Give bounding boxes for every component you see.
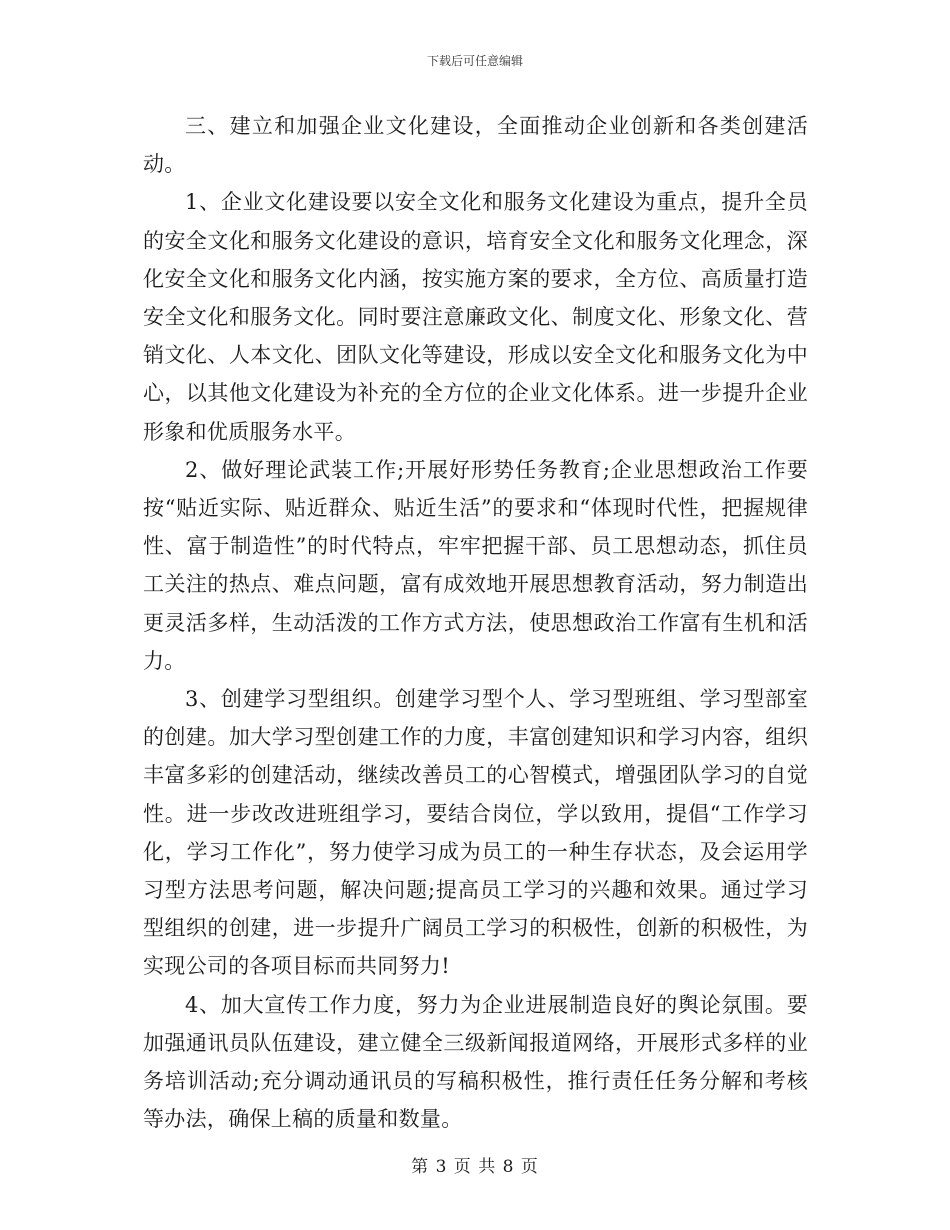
- page-number: 第 3 页 共 8 页: [411, 1157, 539, 1177]
- paragraph-item-2: 2、做好理论武装工作;开展好形势任务教育;企业思想政治工作要按“贴近实际、贴近群众、贴近生活”的要求和“体现时代性，把握规律性、富于制造性”的时代特点，牢牢把握干部、员工思想动态，抓住员工关注的热点、难点问题，富有成效地开展思想教育活动，努力制造出更灵活多样，生动活泼的工作方式方法，使思想政治工作富有生机和活力。: [143, 457, 808, 673]
- document-body: [143, 107, 808, 1138]
- paragraph-item-3: 3、创建学习型组织。创建学习型个人、学习型班组、学习型部室的创建。加大学习型创建工作的力度，丰富创建知识和学习内容，组织丰富多彩的创建活动，继续改善员工的心智模式，增强团队学习的自觉性。进一步改改进班组学习，要结合岗位，学以致用，提倡“工作学习化，学习工作化”，努力使学习成为员工的一种生存状态，及会运用学习型方法思考问题，解决问题;提高员工学习的兴趣和效果。通过学习型组织的创建，进一步提升广阔员工学习的积极性，创新的积极性，为实现公司的各项目标而共同努力!: [143, 687, 808, 979]
- paragraph-section-heading: 三、建立和加强企业文化建设，全面推动企业创新和各类创建活动。: [143, 114, 808, 177]
- page-header: 下载后可任意编辑: [426, 54, 523, 68]
- paragraph-item-4: 4、加大宣传工作力度，努力为企业进展制造良好的舆论氛围。要加强通讯员队伍建设，建立健全三级新闻报道网络，开展形式多样的业务培训活动;充分调动通讯员的写稿积极性，推行责任任务分解和考核等办法，确保上稿的质量和数量。: [143, 992, 808, 1132]
- paragraph-item-1: 1、企业文化建设要以安全文化和服务文化建设为重点，提升全员的安全文化和服务文化建设的意识，培育安全文化和服务文化理念，深化安全文化和服务文化内涵，按实施方案的要求，全方位、高质量打造安全文化和服务文化。同时要注意廉政文化、制度文化、形象文化、营销文化、人本文化、团队文化等建设，形成以安全文化和服务文化为中心，以其他文化建设为补充的全方位的企业文化体系。进一步提升企业形象和优质服务水平。: [143, 190, 808, 444]
